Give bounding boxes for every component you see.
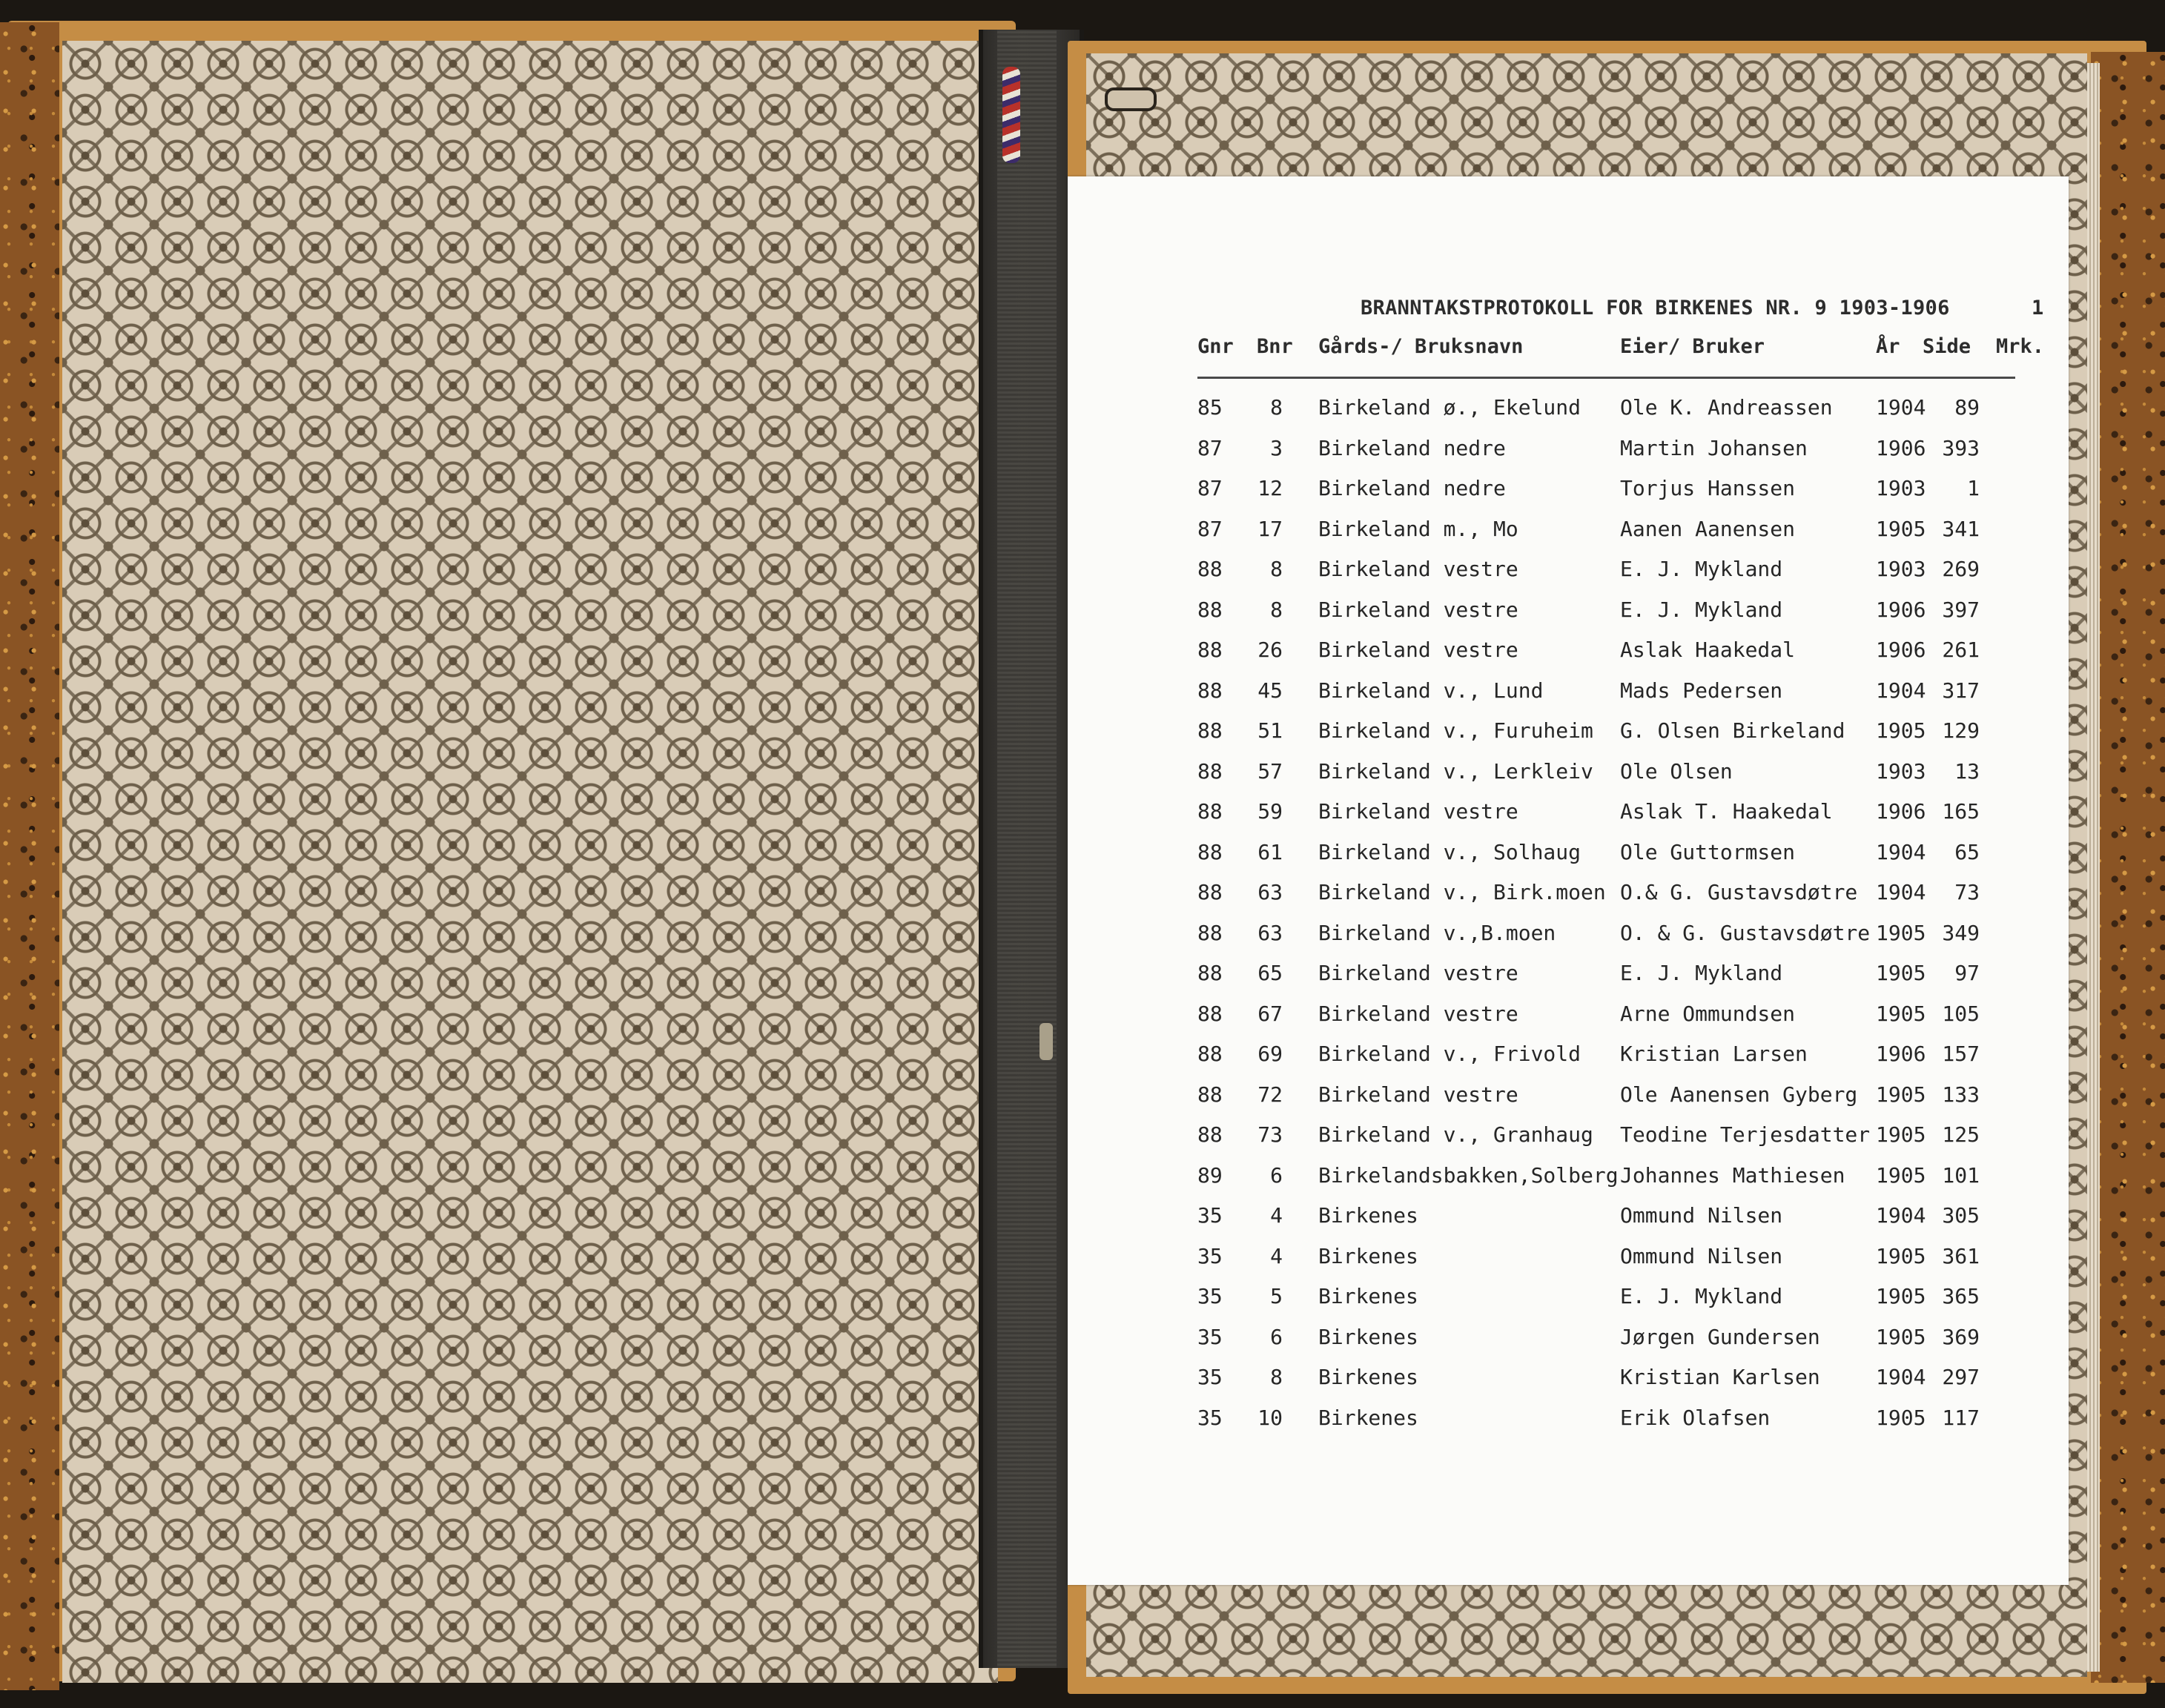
cell-gnr: 35 xyxy=(1197,1243,1223,1268)
cell-side: 305 xyxy=(1942,1203,1980,1228)
cell-name: Birkeland vestre xyxy=(1318,799,1518,824)
cell-aar: 1905 xyxy=(1876,1162,1926,1188)
table-row xyxy=(1068,548,2069,589)
right-marbled-edge xyxy=(2091,52,2165,1683)
cell-bnr: 5 xyxy=(1270,1284,1283,1308)
cell-bnr: 8 xyxy=(1270,557,1283,581)
left-endpaper xyxy=(62,41,998,1683)
table-row xyxy=(1068,669,2069,710)
table-row xyxy=(1068,1033,2069,1073)
cell-side: 165 xyxy=(1942,799,1980,824)
cell-side: 317 xyxy=(1942,678,1980,703)
cell-eier: Ole K. Andreassen xyxy=(1620,395,1833,420)
table-row xyxy=(1068,1194,2069,1235)
cell-gnr: 87 xyxy=(1197,476,1223,500)
cell-name: Birkeland vestre xyxy=(1318,638,1518,662)
cell-aar: 1904 xyxy=(1876,1203,1926,1228)
cell-bnr: 8 xyxy=(1270,597,1283,622)
cell-bnr: 73 xyxy=(1257,1122,1283,1147)
cell-aar: 1905 xyxy=(1876,1082,1926,1107)
cell-bnr: 3 xyxy=(1270,435,1283,460)
header-rule xyxy=(1197,377,2015,379)
cell-name: Birkenes xyxy=(1318,1284,1418,1308)
header-bnr: Bnr xyxy=(1257,335,1293,358)
cell-bnr: 8 xyxy=(1270,395,1283,420)
table-row xyxy=(1068,1397,2069,1437)
cell-aar: 1905 xyxy=(1876,1284,1926,1308)
cell-eier: Ole Olsen xyxy=(1620,758,1733,784)
cell-eier: E. J. Mykland xyxy=(1620,961,1783,985)
cell-bnr: 10 xyxy=(1257,1405,1283,1430)
cell-name: Birkeland v., Frivold xyxy=(1318,1042,1581,1066)
cell-aar: 1906 xyxy=(1876,597,1926,622)
cell-gnr: 88 xyxy=(1197,758,1223,784)
cell-aar: 1904 xyxy=(1876,395,1926,420)
cell-aar: 1904 xyxy=(1876,678,1926,703)
page-number: 1 xyxy=(2032,297,2044,320)
spine-clasp xyxy=(1039,1023,1053,1060)
cell-gnr: 87 xyxy=(1197,435,1223,460)
header-eier: Eier/ Bruker xyxy=(1620,335,1765,358)
cell-eier: Erik Olafsen xyxy=(1620,1405,1771,1430)
cell-name: Birkeland vestre xyxy=(1318,1001,1518,1026)
cell-name: Birkeland v., Granhaug xyxy=(1318,1122,1593,1147)
cell-eier: E. J. Mykland xyxy=(1620,597,1783,622)
cell-side: 341 xyxy=(1942,516,1980,541)
cell-side: 1 xyxy=(1967,476,1980,500)
table-row xyxy=(1068,1154,2069,1195)
cell-gnr: 88 xyxy=(1197,799,1223,824)
cell-side: 361 xyxy=(1942,1243,1980,1268)
cell-side: 269 xyxy=(1942,557,1980,581)
table-row xyxy=(1068,508,2069,549)
cell-gnr: 88 xyxy=(1197,839,1223,864)
table-row xyxy=(1068,750,2069,791)
cell-gnr: 35 xyxy=(1197,1203,1223,1228)
cell-aar: 1905 xyxy=(1876,718,1926,743)
cell-bnr: 6 xyxy=(1270,1324,1283,1349)
cell-eier: Johannes Mathiesen xyxy=(1620,1162,1845,1188)
cell-aar: 1906 xyxy=(1876,435,1926,460)
register-rows xyxy=(1068,386,2069,1437)
cell-aar: 1906 xyxy=(1876,1042,1926,1066)
cell-aar: 1904 xyxy=(1876,880,1926,904)
table-row xyxy=(1068,1356,2069,1397)
cell-name: Birkeland v., Birk.moen xyxy=(1318,880,1606,904)
table-row xyxy=(1068,1113,2069,1154)
register-sheet xyxy=(1068,176,2069,1585)
table-row xyxy=(1068,427,2069,468)
binding-hole xyxy=(1105,87,1157,111)
cell-eier: Mads Pedersen xyxy=(1620,678,1783,703)
cell-eier: Torjus Hanssen xyxy=(1620,476,1796,500)
cell-name: Birkenes xyxy=(1318,1365,1418,1389)
cell-gnr: 88 xyxy=(1197,961,1223,985)
cell-gnr: 88 xyxy=(1197,1001,1223,1026)
cell-bnr: 61 xyxy=(1257,839,1283,864)
cell-bnr: 26 xyxy=(1257,638,1283,662)
cell-aar: 1905 xyxy=(1876,920,1926,945)
cell-name: Birkeland v., Lund xyxy=(1318,678,1544,703)
cell-aar: 1905 xyxy=(1876,961,1926,985)
table-row xyxy=(1068,993,2069,1033)
cell-side: 125 xyxy=(1942,1122,1980,1147)
cell-bnr: 63 xyxy=(1257,880,1283,904)
table-row xyxy=(1068,1275,2069,1316)
cell-side: 13 xyxy=(1954,758,1980,784)
cell-name: Birkeland nedre xyxy=(1318,476,1506,500)
cell-side: 73 xyxy=(1954,880,1980,904)
cell-bnr: 51 xyxy=(1257,718,1283,743)
cell-bnr: 4 xyxy=(1270,1203,1283,1228)
cell-gnr: 88 xyxy=(1197,1082,1223,1107)
cell-eier: Ole Guttormsen xyxy=(1620,839,1796,864)
cell-name: Birkeland nedre xyxy=(1318,435,1506,460)
cell-side: 101 xyxy=(1942,1162,1980,1188)
cell-eier: Teodine Terjesdatter xyxy=(1620,1122,1871,1147)
cell-bnr: 63 xyxy=(1257,920,1283,945)
cell-eier: G. Olsen Birkeland xyxy=(1620,718,1845,743)
table-row xyxy=(1068,1235,2069,1276)
cell-aar: 1903 xyxy=(1876,557,1926,581)
cell-gnr: 89 xyxy=(1197,1162,1223,1188)
cell-eier: O. & G. Gustavsdøtre xyxy=(1620,920,1871,945)
cell-side: 369 xyxy=(1942,1324,1980,1349)
cell-name: Birkeland vestre xyxy=(1318,961,1518,985)
cell-side: 129 xyxy=(1942,718,1980,743)
cell-bnr: 57 xyxy=(1257,758,1283,784)
cell-bnr: 6 xyxy=(1270,1162,1283,1188)
cell-side: 133 xyxy=(1942,1082,1980,1107)
cell-bnr: 72 xyxy=(1257,1082,1283,1107)
header-gnr: Gnr xyxy=(1197,335,1234,358)
cell-aar: 1905 xyxy=(1876,1122,1926,1147)
cell-bnr: 67 xyxy=(1257,1001,1283,1026)
cell-aar: 1905 xyxy=(1876,516,1926,541)
binding-thread xyxy=(1002,67,1020,163)
cell-name: Birkenes xyxy=(1318,1405,1418,1430)
spine-cloth xyxy=(997,30,1057,1668)
cell-gnr: 87 xyxy=(1197,516,1223,541)
cell-eier: Jørgen Gundersen xyxy=(1620,1324,1820,1349)
table-row xyxy=(1068,871,2069,912)
table-row xyxy=(1068,831,2069,872)
table-row xyxy=(1068,709,2069,750)
left-marbled-edge xyxy=(0,22,59,1690)
cell-aar: 1905 xyxy=(1876,1243,1926,1268)
cell-side: 365 xyxy=(1942,1284,1980,1308)
cell-name: Birkeland vestre xyxy=(1318,557,1518,581)
cell-aar: 1905 xyxy=(1876,1405,1926,1430)
cell-name: Birkeland ø., Ekelund xyxy=(1318,395,1581,420)
header-side: Side xyxy=(1923,335,1971,358)
cell-name: Birkenes xyxy=(1318,1203,1418,1228)
cell-eier: Ole Aanensen Gyberg xyxy=(1620,1082,1858,1107)
table-row xyxy=(1068,1073,2069,1114)
cell-bnr: 69 xyxy=(1257,1042,1283,1066)
cell-gnr: 35 xyxy=(1197,1405,1223,1430)
cell-name: Birkeland vestre xyxy=(1318,597,1518,622)
cell-gnr: 88 xyxy=(1197,920,1223,945)
cell-eier: Aanen Aanensen xyxy=(1620,516,1796,541)
cell-name: Birkenes xyxy=(1318,1324,1418,1349)
table-row xyxy=(1068,912,2069,953)
cell-aar: 1905 xyxy=(1876,1001,1926,1026)
cell-gnr: 88 xyxy=(1197,1122,1223,1147)
cell-gnr: 88 xyxy=(1197,718,1223,743)
cell-eier: Aslak Haakedal xyxy=(1620,638,1796,662)
cell-side: 297 xyxy=(1942,1365,1980,1389)
cell-aar: 1906 xyxy=(1876,638,1926,662)
cell-side: 349 xyxy=(1942,920,1980,945)
cell-bnr: 17 xyxy=(1257,516,1283,541)
cell-bnr: 45 xyxy=(1257,678,1283,703)
cell-aar: 1903 xyxy=(1876,758,1926,784)
cell-bnr: 4 xyxy=(1270,1243,1283,1268)
table-row xyxy=(1068,629,2069,669)
cell-side: 393 xyxy=(1942,435,1980,460)
cell-name: Birkeland v.,B.moen xyxy=(1318,920,1556,945)
cell-side: 105 xyxy=(1942,1001,1980,1026)
cell-gnr: 88 xyxy=(1197,880,1223,904)
cell-aar: 1904 xyxy=(1876,1365,1926,1389)
cell-name: Birkelandsbakken,Solberg xyxy=(1318,1162,1619,1188)
cell-eier: Ommund Nilsen xyxy=(1620,1203,1783,1228)
table-row xyxy=(1068,386,2069,427)
header-name: Gårds-/ Bruksnavn xyxy=(1318,335,1524,358)
cell-gnr: 85 xyxy=(1197,395,1223,420)
cell-eier: Aslak T. Haakedal xyxy=(1620,799,1833,824)
cell-gnr: 88 xyxy=(1197,557,1223,581)
cell-eier: Martin Johansen xyxy=(1620,435,1808,460)
cell-side: 397 xyxy=(1942,597,1980,622)
cell-bnr: 8 xyxy=(1270,1365,1283,1389)
cell-eier: Kristian Larsen xyxy=(1620,1042,1808,1066)
cell-name: Birkeland v., Solhaug xyxy=(1318,839,1581,864)
cell-name: Birkeland m., Mo xyxy=(1318,516,1518,541)
cell-aar: 1905 xyxy=(1876,1324,1926,1349)
cell-side: 97 xyxy=(1954,961,1980,985)
cell-eier: E. J. Mykland xyxy=(1620,1284,1783,1308)
cell-gnr: 35 xyxy=(1197,1324,1223,1349)
document-title: BRANNTAKSTPROTOKOLL FOR BIRKENES NR. 9 1903-1906 xyxy=(1361,297,1950,320)
table-row xyxy=(1068,790,2069,831)
cell-aar: 1903 xyxy=(1876,476,1926,500)
cell-eier: Arne Ommundsen xyxy=(1620,1001,1796,1026)
cell-name: Birkenes xyxy=(1318,1243,1418,1268)
cell-name: Birkeland v., Furuheim xyxy=(1318,718,1593,743)
cell-eier: O.& G. Gustavsdøtre xyxy=(1620,880,1858,904)
table-row xyxy=(1068,1316,2069,1357)
cell-side: 65 xyxy=(1954,839,1980,864)
table-row xyxy=(1068,467,2069,508)
cell-name: Birkeland v., Lerkleiv xyxy=(1318,758,1593,784)
cell-bnr: 65 xyxy=(1257,961,1283,985)
cell-eier: Ommund Nilsen xyxy=(1620,1243,1783,1268)
cell-name: Birkeland vestre xyxy=(1318,1082,1518,1107)
cell-side: 157 xyxy=(1942,1042,1980,1066)
cell-gnr: 88 xyxy=(1197,597,1223,622)
cell-gnr: 88 xyxy=(1197,638,1223,662)
table-row xyxy=(1068,589,2069,629)
cell-bnr: 12 xyxy=(1257,476,1283,500)
cell-side: 261 xyxy=(1942,638,1980,662)
cell-eier: E. J. Mykland xyxy=(1620,557,1783,581)
cell-aar: 1904 xyxy=(1876,839,1926,864)
cell-aar: 1906 xyxy=(1876,799,1926,824)
header-aar: År xyxy=(1876,335,1900,358)
cell-side: 89 xyxy=(1954,395,1980,420)
cell-gnr: 88 xyxy=(1197,1042,1223,1066)
cell-gnr: 35 xyxy=(1197,1284,1223,1308)
cell-gnr: 35 xyxy=(1197,1365,1223,1389)
cell-gnr: 88 xyxy=(1197,678,1223,703)
header-mrk: Mrk. xyxy=(1996,335,2045,358)
cell-bnr: 59 xyxy=(1257,799,1283,824)
table-row xyxy=(1068,952,2069,993)
cell-eier: Kristian Karlsen xyxy=(1620,1365,1820,1389)
cell-side: 117 xyxy=(1942,1405,1980,1430)
